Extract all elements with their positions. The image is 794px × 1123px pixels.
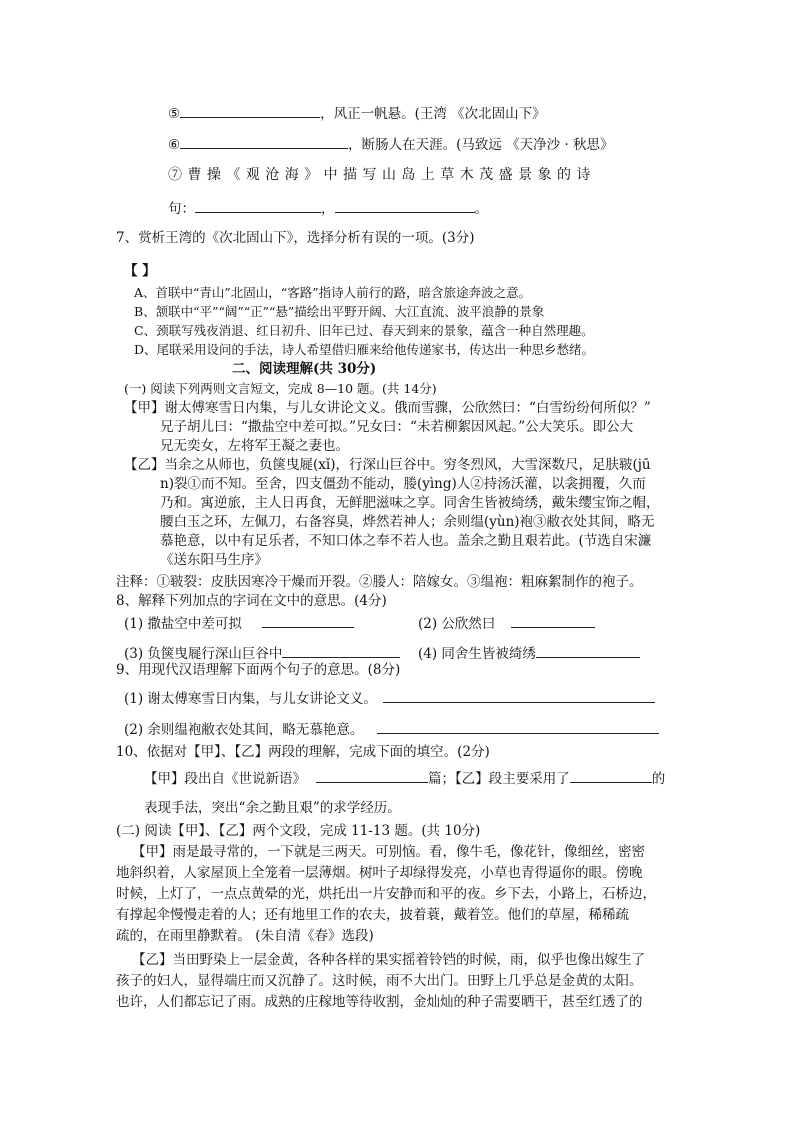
passage-yi-line: 慕艳意，以中有足乐者，不知口体之奉不若人也。盖余之勤且艰若此。(节选自宋濂 xyxy=(160,533,652,549)
passage-yi-line: 【乙】当田野染上一层金黄，各种各样的果实摇着铃铛的时候，雨，似乎也像出嫁生了 xyxy=(132,952,645,968)
passage-jia-line: 疏的，在雨里静默着。 (朱自清《春》选段) xyxy=(116,928,374,944)
item-number: ⑤ xyxy=(168,106,181,122)
answer-blank[interactable] xyxy=(180,134,348,149)
section-title: 二、阅读理解(共 30分) xyxy=(232,361,377,377)
question-8: 8、解释下列加点的字词在文中的意思。(4分) xyxy=(116,593,387,609)
option-a: A、首联中“青山”北固山，“客路”指诗人前行的路，暗含旅途奔波之意。 xyxy=(134,285,532,300)
answer-blank[interactable] xyxy=(262,613,354,628)
answer-blank[interactable] xyxy=(335,198,475,213)
question-10: 10、依据对【甲】、【乙】两段的理解，完成下面的填空。(2分) xyxy=(116,744,490,760)
passage-yi-line: 腰白玉之环，左佩刀，右备容臭，烨然若神人；余则缊(yùn)袍③敝衣处其间，略无 xyxy=(160,514,655,530)
answer-blank[interactable] xyxy=(383,688,655,703)
q10-text: 的 xyxy=(651,771,666,787)
answer-blank[interactable] xyxy=(536,643,640,658)
answer-blank[interactable] xyxy=(282,643,400,658)
q10-text: 篇；【乙】段主要采用了 xyxy=(428,771,570,787)
passage-jia-line: 有撑起伞慢慢走着的人；还有地里工作的农夫，披着蓑，戴着笠。他们的草屋，稀稀疏 xyxy=(116,907,629,923)
q9-item-text: (2) 余则缊袍敝衣处其间，略无慕艳意。 xyxy=(124,722,364,738)
q8-item-text: (3) 负箧曳屣行深山巨谷中 xyxy=(124,646,283,662)
passage-yi-line: 孩子的妇人，显得端庄而又沉静了。这时候，雨不大出门。田野上几乎总是金黄的太阳。 xyxy=(116,973,643,989)
part1-intro: (一) 阅读下列两则文言短文，完成 8—10 题。(共 14分) xyxy=(124,381,437,396)
poem-text: ，风正一帆悬。(王湾 《次北固山下》 xyxy=(320,106,546,122)
passage-yi-line: 【乙】当余之从师也，负箧曳屣(xǐ)，行深山巨谷中。穷冬烈风，大雪深数尺，足肤皲(jū xyxy=(124,457,651,473)
passage-yi-line: 《送东阳马生序》 xyxy=(160,552,268,568)
answer-blank[interactable] xyxy=(570,768,652,783)
answer-blank[interactable] xyxy=(195,198,321,213)
q8-item-text: (1) 撒盐空中差可拟 xyxy=(124,616,242,632)
passage-jia-line: 时候，上灯了，一点点黄晕的光，烘托出一片安静而和平的夜。乡下去，小路上，石桥边， xyxy=(116,886,656,902)
q9-item-1 xyxy=(124,688,655,708)
passage-jia-line: 【甲】谢太傅寒雪日内集，与儿女讲论文义。俄而雪骤，公欣然曰：“白雪纷纷何所似？” xyxy=(124,400,651,416)
answer-blank[interactable] xyxy=(511,613,595,628)
poem-text: ， xyxy=(321,201,335,217)
q9-item-text: (1) 谢太傅寒雪日内集，与儿女讲论文义。 xyxy=(124,691,377,707)
annotation-note: 注释：①皲裂：皮肤因寒冷干燥而开裂。②媵人：陪嫁女。③缊袍：粗麻絮制作的袍子。 xyxy=(116,574,643,590)
passage-yi-line: n)裂①而不知。至舍，四支僵劲不能动，媵(yìng)人②持汤沃灌，以衾拥覆，久而 xyxy=(160,476,646,492)
part2-intro: (二) 阅读【甲】、【乙】两个文段，完成 11-13 题。(共 10分) xyxy=(116,823,481,839)
answer-blank[interactable] xyxy=(180,103,320,118)
q9-item-2 xyxy=(124,719,659,739)
option-c: C、颈联写残夜消退、红日初升、旧年已过、春天到来的景象，蕴含一种自然理趣。 xyxy=(134,323,594,338)
option-d: D、尾联采用设问的手法，诗人希望借归雁来给他传递家书，传达出一种思乡愁绪。 xyxy=(134,342,595,357)
q8-item-text: (4) 同舍生皆被绮绣 xyxy=(418,646,536,662)
passage-jia-line: 兄无奕女，左将军王凝之妻也。 xyxy=(160,438,349,454)
passage-jia-line: 地斜织着，人家屋顶上全笼着一层薄烟。树叶子却绿得发亮，小草也青得逼你的眼。傍晚 xyxy=(116,865,643,881)
q8-item-4 xyxy=(418,643,640,663)
poem-text: ，断肠人在天涯。(马致远 《天净沙 · 秋思》 xyxy=(348,137,614,153)
q10-fill-line xyxy=(144,768,665,788)
q10-line-2: 表现手法，突出“余之勤且艰”的求学经历。 xyxy=(144,800,401,816)
answer-blank[interactable] xyxy=(377,719,659,734)
answer-bracket[interactable]: 【 】 xyxy=(124,263,156,279)
q8-item-1 xyxy=(124,613,354,633)
question-9: 9、用现代汉语理解下面两个句子的意思。(8分) xyxy=(116,662,401,678)
poem-line-5 xyxy=(168,103,546,123)
passage-jia-line: 【甲】雨是最寻常的，一下就是三两天。可别恼。看，像牛毛，像花针，像细丝，密密 xyxy=(132,844,645,860)
passage-yi-line: 也许，人们都忘记了雨。成熟的庄稼地等待收割，金灿灿的种子需要晒干，甚至红透了的 xyxy=(116,994,643,1010)
poem-line-7: ⑦ 曹 操 《 观 沧 海 》 中 描 写 山 岛 上 草 木 茂 盛 景 象 的 诗 xyxy=(168,167,591,183)
poem-text: 句： xyxy=(168,201,195,217)
question-7: 7、赏析王湾的《次北固山下》，选择分析有误的一项。(3分) xyxy=(116,230,475,246)
q10-text: 【甲】段出自《世说新语》 xyxy=(144,771,306,787)
answer-blank[interactable] xyxy=(316,768,428,783)
q8-item-3 xyxy=(124,643,400,663)
q8-item-2 xyxy=(418,613,595,633)
q8-item-text: (2) 公欣然曰 xyxy=(418,616,496,632)
option-b: B、颔联中“平”“阔”“正”“悬”描绘出平野开阔、大江直流、波平浪静的景象 xyxy=(134,304,545,319)
passage-yi-line: 乃和。寓逆旅，主人日再食，无鲜肥滋味之享。同舍生皆被绮绣，戴朱缨宝饰之帽， xyxy=(160,495,660,511)
item-number: ⑥ xyxy=(168,137,181,153)
passage-jia-line: 兄子胡儿曰：“撒盐空中差可拟。”兄女曰：“未若柳絮因风起。”公大笑乐。即公大 xyxy=(160,419,634,435)
poem-line-6 xyxy=(168,134,614,154)
poem-text: 。 xyxy=(474,201,488,217)
poem-line-7-answer xyxy=(168,198,488,218)
